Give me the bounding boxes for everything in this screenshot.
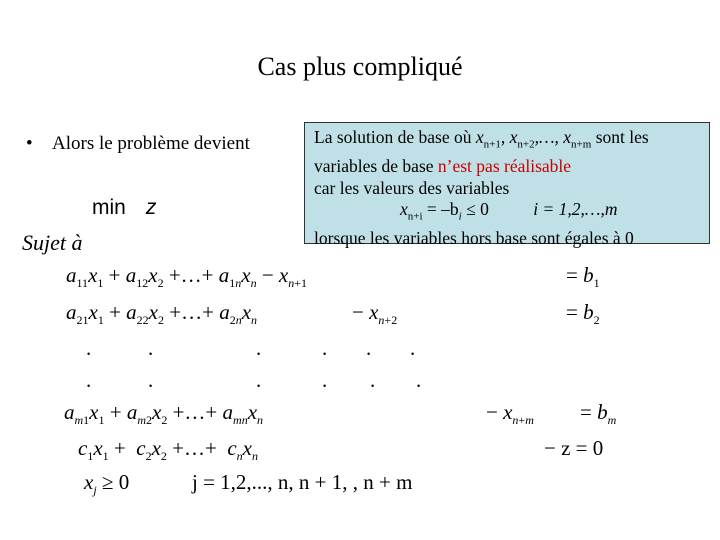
objective xyxy=(92,196,156,220)
bullet-item xyxy=(26,133,250,155)
dot: . xyxy=(322,336,328,360)
callout-equation: $x_{n+i} = -b_i \le 0$ i = 1,2,…,m xyxy=(400,199,618,223)
objective-row: $c_1x_1 + c_2x_2$ +…+ $c_nx_n$ xyxy=(78,436,258,463)
constraint-row-2: $a_{21}x_1 + a_{22}x_2$ +…+ $a_{2n}x_n$ xyxy=(66,300,258,327)
dot: . xyxy=(366,336,372,360)
callout-box xyxy=(304,122,710,248)
dot: . xyxy=(322,368,328,392)
subject-to-label: Sujet à xyxy=(22,230,83,255)
objective-row-rhs: − z = 0 xyxy=(544,436,604,460)
constraint-row-2-rhs: = $b_2$ xyxy=(566,300,600,327)
constraint-row-m-slack: − $x_{n+m}$ xyxy=(486,400,534,427)
dot: . xyxy=(256,336,262,360)
min-label: min xyxy=(92,196,126,219)
dot: . xyxy=(86,336,92,360)
dot: . xyxy=(86,368,92,392)
constraint-row-1: $a_{11}x_1 + a_{12}x_2$ +…+ $a_{1n}x_n - x_{n+1}$ xyxy=(66,263,308,290)
bullet-text: Alors le problème devient xyxy=(52,133,250,154)
constraint-row-2-slack: − $x_{n+2}$ xyxy=(352,300,398,327)
callout-line-2: variables de base n’est pas réalisable xyxy=(314,156,572,176)
constraint-row-m-rhs: = $b_m$ xyxy=(580,400,617,427)
callout-line-1: La solution de base où $x_{n+1}$, $x_{n+2},\dots$, $x_{n+m}$ sont les xyxy=(314,127,649,151)
dot: . xyxy=(148,368,154,392)
dot: . xyxy=(148,336,154,360)
callout-line-5: lorsque les variables hors base sont égales à 0 xyxy=(314,228,634,248)
nonneg-index: j = 1,2,..., n, n + 1, , n + m xyxy=(192,470,413,494)
dot: . xyxy=(256,368,262,392)
page-title: Cas plus compliqué xyxy=(257,52,463,81)
callout-line-3: car les valeurs des variables xyxy=(314,177,510,198)
nonneg-constraint: $x_j \ge 0$ xyxy=(84,470,130,497)
constraint-row-1-rhs: = $b_1$ xyxy=(566,263,600,290)
not-feasible-highlight: n’est pas réalisable xyxy=(437,156,572,176)
dot: . xyxy=(416,368,422,392)
objective-variable: z xyxy=(145,196,157,219)
dot: . xyxy=(410,336,416,360)
dot: . xyxy=(370,368,376,392)
bullet-icon: • xyxy=(26,133,33,154)
constraint-row-m: $a_{m1}x_1 + a_{m2}x_2$ +…+ $a_{mn}x_n$ xyxy=(64,400,264,427)
